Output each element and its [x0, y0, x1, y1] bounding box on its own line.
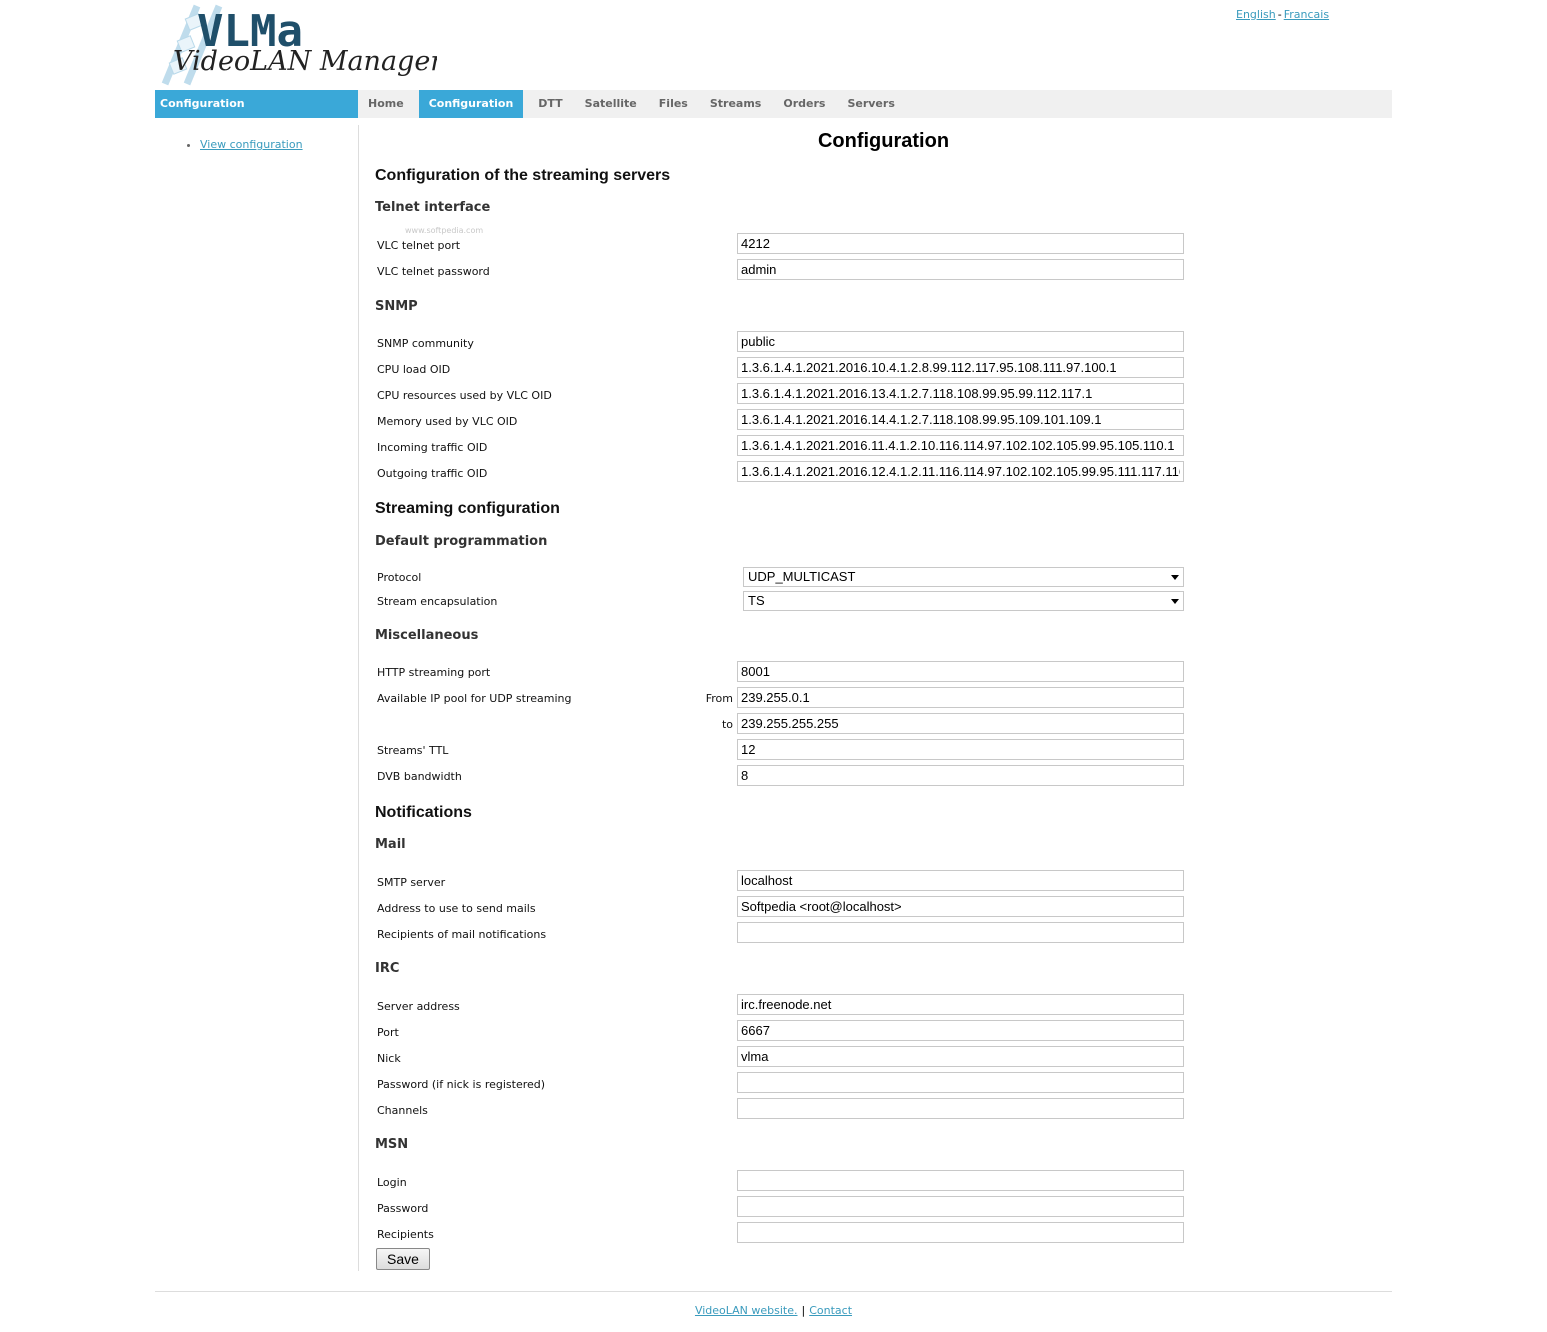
mem-vlc-oid-label: Memory used by VLC OID	[377, 415, 518, 428]
encapsulation-select[interactable]	[743, 591, 1184, 611]
telnet-port-label: VLC telnet port	[377, 239, 461, 252]
save-button[interactable]: Save	[376, 1248, 430, 1270]
irc-port-label: Port	[377, 1026, 399, 1039]
irc-password-input[interactable]	[737, 1072, 1184, 1093]
footer-separator: |	[801, 1304, 806, 1317]
mail-recipients-input[interactable]	[737, 922, 1184, 943]
logo-graphic	[157, 2, 437, 86]
sidebar-divider	[358, 125, 359, 1271]
protocol-value: UDP_MULTICAST	[748, 569, 856, 584]
ttl-label: Streams' TTL	[377, 744, 449, 757]
encapsulation-value: TS	[748, 593, 765, 608]
irc-password-label: Password (if nick is registered)	[377, 1078, 546, 1091]
ip-pool-from-input[interactable]	[737, 687, 1184, 708]
francais-link[interactable]: Francais	[1283, 8, 1330, 21]
section-msn: MSN	[375, 1137, 409, 1152]
irc-channels-input[interactable]	[737, 1098, 1184, 1119]
language-switcher	[1236, 8, 1329, 21]
irc-server-input[interactable]	[737, 994, 1184, 1015]
section-irc: IRC	[375, 961, 400, 976]
section-snmp: SNMP	[375, 299, 418, 314]
tab-configuration[interactable]: Configuration	[419, 90, 524, 118]
cpu-vlc-oid-input[interactable]	[737, 383, 1184, 404]
http-port-input[interactable]	[737, 661, 1184, 682]
sidebar-list	[155, 138, 355, 151]
chevron-down-icon	[1171, 599, 1179, 604]
ip-pool-to-input[interactable]	[737, 713, 1184, 734]
telnet-port-input[interactable]	[737, 233, 1184, 254]
cpu-load-oid-label: CPU load OID	[377, 363, 451, 376]
protocol-select[interactable]	[743, 567, 1184, 587]
ip-pool-from-label: From	[705, 692, 733, 705]
page-title: Configuration	[817, 130, 950, 152]
in-traffic-oid-label: Incoming traffic OID	[377, 441, 488, 454]
msn-password-input[interactable]	[737, 1196, 1184, 1217]
cpu-load-oid-input[interactable]	[737, 357, 1184, 378]
tab-orders[interactable]: Orders	[783, 97, 826, 110]
ip-pool-label: Available IP pool for UDP streaming	[377, 692, 572, 705]
ttl-input[interactable]	[737, 739, 1184, 760]
telnet-password-label: VLC telnet password	[377, 265, 490, 278]
language-separator: -	[1277, 8, 1282, 21]
irc-server-label: Server address	[377, 1000, 460, 1013]
watermark-text: www.softpedia.com	[405, 226, 484, 235]
mail-from-label: Address to use to send mails	[377, 902, 536, 915]
chevron-down-icon	[1171, 575, 1179, 580]
cpu-vlc-oid-label: CPU resources used by VLC OID	[377, 389, 552, 402]
section-telnet: Telnet interface	[375, 200, 491, 215]
ip-pool-to-label: to	[721, 718, 733, 731]
in-traffic-oid-input[interactable]	[737, 435, 1184, 456]
videolan-website-link[interactable]: VideoLAN website.	[694, 1304, 798, 1317]
vlma-logo	[157, 2, 437, 86]
smtp-server-input[interactable]	[737, 870, 1184, 891]
mem-vlc-oid-input[interactable]	[737, 409, 1184, 430]
footer	[0, 1304, 1547, 1317]
irc-nick-input[interactable]	[737, 1046, 1184, 1067]
tab-satellite[interactable]: Satellite	[584, 97, 637, 110]
section-title: Configuration	[155, 90, 358, 118]
http-port-label: HTTP streaming port	[377, 666, 491, 679]
out-traffic-oid-label: Outgoing traffic OID	[377, 467, 488, 480]
footer-divider	[155, 1291, 1392, 1292]
english-link[interactable]: English	[1236, 8, 1276, 21]
sidebar	[155, 130, 355, 151]
snmp-community-label: SNMP community	[377, 337, 474, 350]
msn-login-label: Login	[377, 1176, 407, 1189]
svg-text:VLMa: VLMa	[197, 6, 303, 57]
section-default-programmation: Default programmation	[375, 534, 548, 549]
telnet-password-input[interactable]	[737, 259, 1184, 280]
msn-recipients-input[interactable]	[737, 1222, 1184, 1243]
mail-recipients-label: Recipients of mail notifications	[377, 928, 547, 941]
msn-login-input[interactable]	[737, 1170, 1184, 1191]
section-streaming-config: Streaming configuration	[375, 500, 560, 517]
sidebar-item	[200, 138, 355, 151]
irc-channels-label: Channels	[377, 1104, 428, 1117]
snmp-community-input[interactable]	[737, 331, 1184, 352]
smtp-server-label: SMTP server	[377, 876, 446, 889]
section-notifications: Notifications	[375, 804, 472, 821]
msn-recipients-label: Recipients	[377, 1228, 434, 1241]
section-miscellaneous: Miscellaneous	[375, 628, 479, 643]
nav-tabs	[361, 90, 910, 118]
out-traffic-oid-input[interactable]	[737, 461, 1184, 482]
encapsulation-label: Stream encapsulation	[377, 595, 498, 608]
tab-files[interactable]: Files	[658, 97, 688, 110]
irc-port-input[interactable]	[737, 1020, 1184, 1041]
tab-dtt[interactable]: DTT	[538, 97, 563, 110]
dvb-bandwidth-label: DVB bandwidth	[377, 770, 462, 783]
main-navbar	[155, 90, 1392, 118]
tab-servers[interactable]: Servers	[847, 97, 895, 110]
tab-home[interactable]: Home	[368, 97, 404, 110]
irc-nick-label: Nick	[377, 1052, 401, 1065]
svg-text:VideoLAN Manager: VideoLAN Manager	[173, 46, 437, 77]
mail-from-input[interactable]	[737, 896, 1184, 917]
contact-link[interactable]: Contact	[809, 1304, 853, 1317]
protocol-label: Protocol	[377, 571, 422, 584]
view-configuration-link[interactable]: View configuration	[200, 138, 303, 151]
section-streaming-servers: Configuration of the streaming servers	[375, 167, 671, 184]
tab-streams[interactable]: Streams	[709, 97, 762, 110]
dvb-bandwidth-input[interactable]	[737, 765, 1184, 786]
section-mail: Mail	[375, 837, 406, 852]
msn-password-label: Password	[377, 1202, 429, 1215]
